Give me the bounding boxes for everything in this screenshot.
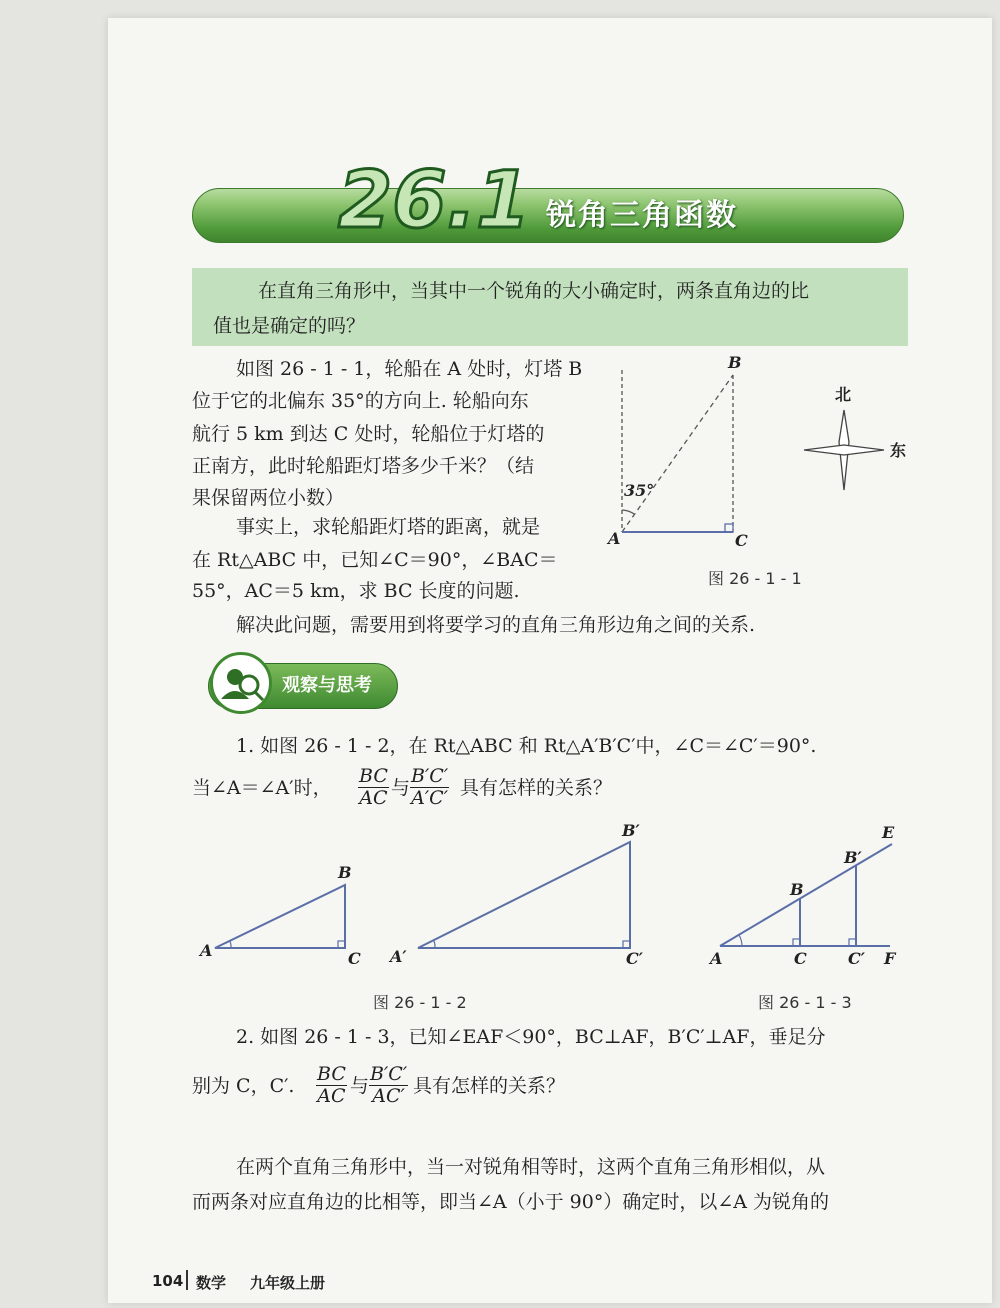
problem-line-9: 解决此问题，需要用到将要学习的直角三角形边角之间的关系. <box>236 614 756 636</box>
question-2-line-1: 2. 如图 26 - 1 - 3，已知∠EAF＜90°，BC⊥AF，B′C′⊥AF，垂足分 <box>236 1026 826 1048</box>
problem-line-4: 正南方，此时轮船距灯塔多少千米？（结 <box>192 455 535 477</box>
question-1-connector: 与 <box>391 777 411 799</box>
fig3-label-a: A <box>710 949 723 968</box>
fig3-label-c2: C′ <box>848 949 865 968</box>
angle-arc <box>622 510 634 514</box>
large-label-c: C′ <box>626 949 643 968</box>
problem-line-8: 55°，AC＝5 km，求 BC 长度的问题. <box>192 580 520 602</box>
question-2-fraction-1: $\frac{BC}{AC}$ <box>317 1063 346 1107</box>
fig3-label-e: E <box>882 823 895 842</box>
question-1-prefix: 当∠A＝∠A′时， <box>192 777 332 799</box>
conclusion-line-1: 在两个直角三角形中，当一对锐角相等时，这两个直角三角形相似，从 <box>236 1156 826 1178</box>
page-number: 104 <box>152 1272 184 1290</box>
footer-subject: 数学 <box>196 1274 227 1292</box>
question-1-suffix: 具有怎样的关系？ <box>460 777 613 799</box>
figure-26-1-1 <box>600 350 920 590</box>
question-2-fraction-2: $\frac{B'C'}{AC'}$ <box>370 1063 408 1107</box>
problem-line-5: 果保留两位小数） <box>192 487 345 509</box>
figure-1-caption: 图 26 - 1 - 1 <box>708 569 802 588</box>
fig3-label-f: F <box>884 949 896 968</box>
angle-label: 35° <box>624 481 655 500</box>
section-title: 锐角三角函数 <box>546 198 738 233</box>
problem-line-1: 如图 26 - 1 - 1，轮船在 A 处时，灯塔 B <box>236 358 583 380</box>
right-angle-mark <box>725 524 733 532</box>
question-2-connector: 与 <box>350 1075 370 1097</box>
large-label-a: A′ <box>390 947 407 966</box>
problem-line-2: 位于它的北偏东 35°的方向上. 轮船向东 <box>192 390 529 412</box>
problem-line-6: 事实上，求轮船距灯塔的距离，就是 <box>236 516 541 538</box>
label-b: B <box>728 353 742 372</box>
angle-eaf-figure <box>720 844 892 946</box>
problem-line-3: 航行 5 km 到达 C 处时，轮船位于灯塔的 <box>192 423 545 445</box>
east-label: 东 <box>890 441 907 460</box>
question-1-fraction-1: $\frac{BC}{AC}$ <box>359 765 388 809</box>
section-number: 26.1 <box>338 156 531 246</box>
label-a: A <box>608 529 621 548</box>
question-2-prefix: 别为 C，C′. <box>192 1075 295 1097</box>
fig3-label-c: C <box>794 949 807 968</box>
ab-dashed-line <box>622 375 733 532</box>
small-label-c: C <box>348 949 361 968</box>
north-label: 北 <box>835 385 852 404</box>
figures-26-1-2-and-3 <box>190 820 910 980</box>
question-1-line-1: 1. 如图 26 - 1 - 2，在 Rt△ABC 和 Rt△A′B′C′中，∠C＝∠C′＝90°. <box>236 735 817 757</box>
triangle-abc <box>215 885 345 948</box>
intro-line-2: 值也是确定的吗？ <box>213 315 366 337</box>
small-label-a: A <box>200 941 213 960</box>
triangle-a2b2c2 <box>418 842 630 948</box>
magnifier-person-icon <box>210 652 272 714</box>
observe-think-label: 观察与思考 <box>282 675 372 696</box>
problem-line-7: 在 Rt△ABC 中，已知∠C＝90°，∠BAC＝ <box>192 549 558 571</box>
small-label-b: B <box>338 863 352 882</box>
footer-grade: 九年级上册 <box>250 1274 326 1292</box>
intro-line-1: 在直角三角形中，当其中一个锐角的大小确定时，两条直角边的比 <box>258 280 810 302</box>
conclusion-line-2: 而两条对应直角边的比相等，即当∠A（小于 90°）确定时，以∠A 为锐角的 <box>192 1191 830 1213</box>
figure-3-caption: 图 26 - 1 - 3 <box>758 993 852 1012</box>
compass-icon <box>804 410 884 490</box>
question-1-fraction-2: $\frac{B'C'}{A'C'}$ <box>411 765 449 809</box>
fig3-label-b: B <box>790 880 804 899</box>
figure-2-caption: 图 26 - 1 - 2 <box>373 993 467 1012</box>
fig3-label-b2: B′ <box>844 848 862 867</box>
question-2-suffix: 具有怎样的关系？ <box>413 1075 566 1097</box>
large-label-b: B′ <box>622 821 640 840</box>
footer-divider <box>186 1270 188 1290</box>
label-c: C <box>735 531 748 550</box>
